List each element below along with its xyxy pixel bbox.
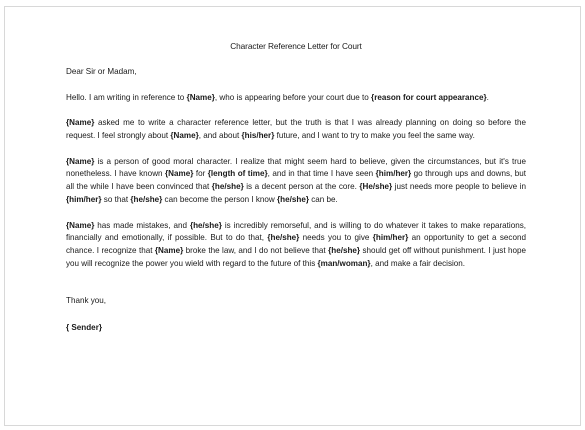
letter-title: Character Reference Letter for Court bbox=[230, 41, 362, 51]
placeholder-name: {Name} bbox=[66, 118, 95, 128]
placeholder-name: {Name} bbox=[66, 220, 95, 230]
text: an opportunity to get a second chance. I recognize that bbox=[66, 233, 526, 256]
text: , and make a fair decision. bbox=[370, 258, 466, 268]
text: Hello. I am writing in reference to bbox=[66, 92, 187, 102]
placeholder-name: {Name} bbox=[186, 92, 215, 102]
placeholder-name: {Name} bbox=[170, 130, 199, 140]
text: needs you to give bbox=[299, 233, 373, 243]
closing-line: Thank you, bbox=[66, 295, 107, 305]
paragraph-4 bbox=[66, 220, 526, 271]
placeholder-man-woman: {man/woman} bbox=[317, 258, 371, 268]
text: is a person of good moral character. I realize that might seem hard to believe, given the circumstances, but it's true nonetheless. I have known bbox=[66, 156, 526, 179]
text: , and in that time I have seen bbox=[267, 169, 376, 179]
placeholder-he-she: {He/she} bbox=[359, 182, 393, 192]
text: has made mistakes, and bbox=[94, 220, 190, 230]
placeholder-name: {Name} bbox=[154, 246, 184, 256]
paragraph-2 bbox=[66, 117, 526, 143]
placeholder-he-she: {he/she} bbox=[267, 233, 300, 243]
text: just needs more people to believe in bbox=[392, 182, 526, 192]
placeholder-reason: {reason for court appearance} bbox=[371, 92, 487, 102]
placeholder-him-her: {him/her} bbox=[372, 233, 409, 243]
text: can become the person I know bbox=[162, 194, 278, 204]
placeholder-name: {Name} bbox=[66, 156, 95, 166]
text: , and about bbox=[198, 130, 242, 140]
text: broke the law, and I do not believe that bbox=[183, 246, 329, 256]
text: . bbox=[486, 92, 489, 102]
placeholder-he-she: {he/she} bbox=[189, 220, 222, 230]
sender-placeholder: { Sender} bbox=[66, 322, 102, 332]
text: so that bbox=[101, 194, 131, 204]
placeholder-his-her: {his/her} bbox=[241, 130, 275, 140]
salutation: Dear Sir or Madam, bbox=[66, 67, 137, 76]
placeholder-he-she: {he/she} bbox=[277, 194, 309, 204]
paragraph-1 bbox=[66, 92, 526, 105]
placeholder-name: {Name} bbox=[165, 169, 194, 179]
paragraph-3 bbox=[66, 156, 526, 207]
placeholder-he-she: {he/she} bbox=[328, 246, 361, 256]
text: go through ups and downs, but all the while I have been convinced that bbox=[66, 169, 526, 192]
placeholder-he-she: {he/she} bbox=[211, 182, 244, 192]
letter-document bbox=[66, 40, 526, 334]
placeholder-him-her: {him/her} bbox=[375, 169, 412, 179]
placeholder-him-her: {him/her} bbox=[66, 194, 102, 204]
text: for bbox=[193, 169, 208, 179]
text: asked me to write a character reference letter, but the truth is that I was already planning on doing so before the request. I feel strongly about bbox=[66, 118, 526, 140]
text: future, and I want to try to make you feel the same way. bbox=[274, 130, 475, 140]
placeholder-he-she: {he/she} bbox=[130, 194, 163, 204]
text: is a decent person at the core. bbox=[243, 182, 360, 192]
text: is incredibly remorseful, and is willing to do whatever it takes to make reparations, financially and emotionally, if possible. But to do that, bbox=[66, 220, 526, 243]
text: should get off without punishment. I just hope you will recognize the power you wield with regard to the future of this bbox=[66, 246, 527, 268]
placeholder-length-of-time: {length of time} bbox=[207, 169, 268, 179]
text: , who is appearing before your court due to bbox=[214, 92, 372, 102]
text: can be. bbox=[308, 194, 338, 204]
